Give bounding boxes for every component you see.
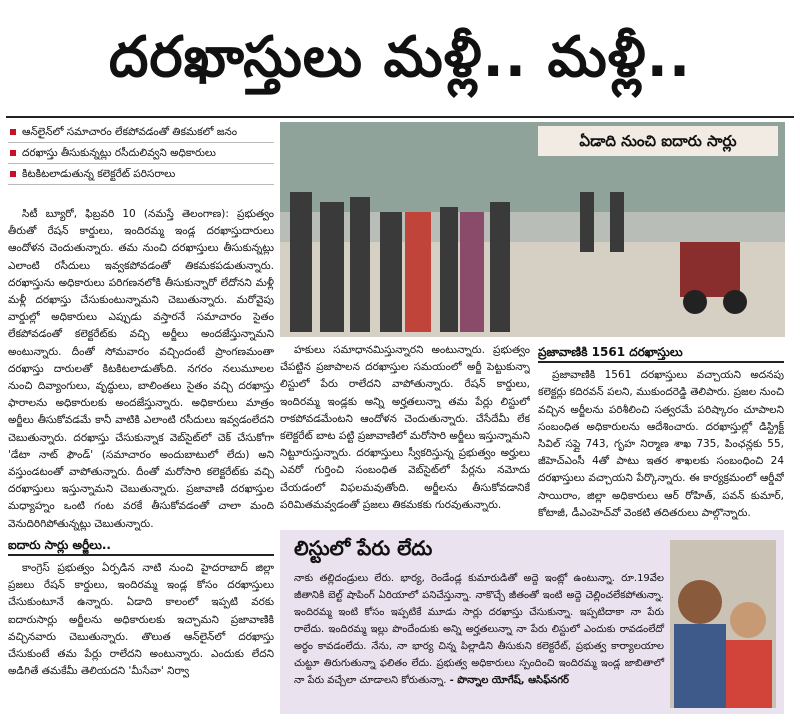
portrait-photo — [670, 540, 776, 708]
article-paragraph: ప్రజావాణికి 1561 దరఖాస్తులు వచ్చాయని అదనపు కలెక్టర్లు కదిరవన్ పలని, ముకుందరెడ్డి తెలిపారు. ప్రజల నుంచి వచ్చిన అర్జీలను పరిశీలించి సత్వరమే పరిష్కారం చూపాలని సంబంధిత అధికారులను ఆదేశించారు. దరఖాస్తుల్లో డిస్ట్రిక్ట్ సివిల్ సప్లై 743, గృహ నిర్మాణ శాఖ 735, పింఛన్లకు 55, జీహెచ్‌ఎంసీ 4తో పాటు ఇతర శాఖలకు సంబంధించి 24 దరఖాస్తులు వచ్చాయని పేర్కొన్నారు. ఈ కార్యక్రమంలో ఆర్డీవో సాయిరాం, జిల్లా అధికారులు ఆర్ రోహిత్, పవన్ కుమార్, కోటాజీ, డీఎంహెచ్‌వో వెంకటి తదితరులు పాల్గొన్నారు. — [538, 369, 784, 519]
portrait-illustration — [670, 540, 776, 708]
highlight-item: కిటకిటలాడుతున్న కలెక్టరేట్ పరిసరాలు — [8, 164, 274, 185]
photo-caption: ఏడాది నుంచి ఐదారు సార్లు — [538, 126, 778, 156]
middle-column — [280, 342, 530, 524]
left-column — [8, 206, 274, 716]
right-column — [538, 342, 784, 524]
highlight-item: ఆన్‌లైన్‌లో సమాచారం లేకపోవడంతో తికమకలో జనం — [8, 122, 274, 143]
headline: దరఖాస్తులు మళ్లీ.. మళ్లీ.. — [108, 25, 692, 90]
section-subhead: ఐదారు సార్లు అర్జీలు.. — [8, 537, 274, 556]
article-paragraph: కాంగ్రెస్ ప్రభుత్వం ఏర్పడిన నాటి నుంచి హైదరాబాద్ జిల్లా ప్రజలు రేషన్ కార్డులు, ఇందిరమ్మ ఇండ్ల కోసం దరఖాస్తులు చేసుకుంటూనే ఉన్నారు. ఏడాది కాలంలో ఇప్పటి వరకు ఐదారుసార్లు అర్జీలను అధికారులకు ఇచ్చామని ప్రజావాణికి వచ్చినవారు చెబుతున్నారు. తొలుత ఆన్‌లైన్‌లో దరఖాస్తు చేసుకుంటే తమ పేర్లు రాలేదని అంటున్నారు. ఎందుకు లేదని అడిగితే తమకేమీ తెలియదని 'మీసేవా' నిర్వా — [8, 562, 274, 678]
box-body — [294, 570, 664, 689]
box-title: లిస్టులో పేరు లేదు — [294, 536, 433, 560]
section-subhead: ప్రజావాణికి 1561 దరఖాస్తులు — [538, 344, 784, 363]
highlight-item: దరఖాస్తు తీసుకున్నట్లు రసీదులివ్వని అధికారులు — [8, 143, 274, 164]
headline-rule — [6, 116, 794, 118]
article-paragraph: హకులు సమాధానమిస్తున్నారని అంటున్నారు. ప్రభుత్వం చేపట్టిన ప్రజాపాలన దరఖాస్తుల సమయంలో అర్జీ పెట్టుకున్నా లిస్టులో పేరు రాలేదని వాపోతున్నారు. రేషన్ కార్డులు, ఇందిరమ్మ ఇండ్లకు అన్ని అర్హతలున్నా తమ పేర్లు లిస్టులో రాకపోవడమేంటని ఆందోళన చెందుతున్నారు. చేసేదేమీ లేక కలెక్టరేట్ బాట పట్టి ప్రజావాణిలో మరోసారి అర్జీలు ఇస్తున్నామని నిట్టూరుస్తున్నారు. దరఖాస్తులు స్వీకరిస్తున్న ప్రభుత్వం అర్హులు ఎవరో గుర్తించి సంబంధిత వెబ్‌సైట్‌లో పేర్లను నమోదు చేయడంలో విఫలమవుతోంది. అర్జీలను తీసుకోవడానికే పరిమితమవ్వడంతో ప్రజలు తికమకకు గురవుతున్నారు. — [280, 344, 530, 511]
testimonial-box — [280, 530, 784, 714]
highlights-list — [8, 122, 274, 185]
box-text: నాకు తల్లిదండ్రులు లేరు. భార్య, రెండేండ్ల కుమారుడితో అద్దె ఇంట్లో ఉంటున్నా. రూ.19వేల జీతానికి బెల్ట్ షాపింగ్ ఏరియాలో పనిచేస్తున్నా. నాకొచ్చే జీతంతో ఇంటి అద్దె చెల్లించలేకపోతున్నా. ఇందిరమ్మ ఇంటి కోసం ఇప్పటికే మూడు సార్లు దరఖాస్తు చేసుకున్నా. ఇప్పటిదాకా నా పేరు రాలేదు. ఇందిరమ్మ ఇల్లు పొందేందుకు అన్ని అర్హతలున్నా నా పేరు లిస్టులో ఎందుకు రావడంలేదో అర్థం కావడంలేదు. నేను, నా భార్య చిన్న పిల్లాడిని తీసుకుని కలెక్టరేట్, ప్రభుత్వ కార్యాలయాల చుట్టూ తిరుగుతున్నా ఫలితం లేదు. ప్రభుత్వ అధికారులు స్పందించి ఇందిరమ్మ ఇండ్ల జాబితాలో నా పేరు వచ్చేలా చూడాలని కోరుతున్నా. — [294, 573, 664, 686]
byline: - పొన్నాల యోగేష్, ఆసిఫ్‌నగర్ — [449, 675, 569, 686]
article-paragraph: సిటీ బ్యూరో, ఫిబ్రవరి 10 (నమస్తే తెలంగాణ): ప్రభుత్వం తీరుతో రేషన్ కార్డులు, ఇందిరమ్మ ఇండ్ల దరఖాస్తుదారులు ఆందోళన చెందుతున్నారు. తమ నుంచి దరఖాస్తులు తీసుకున్నట్లు ఎలాంటి రసీదులు ఇవ్వకపోవడంతో తికమకపడుతున్నారు. దరఖాస్తును అధికారులు పరిగణనలోకి తీసుకున్నారో లేదోనని మళ్లీ మళ్లీ దరఖాస్తు చేసుకుంటున్నామని చెబుతున్నారు. మరోవైపు వార్డుల్లో అధికారులు ఎప్పుడు వస్తారనే సమాచారం సైతం లేకపోవడంతో కలెక్టరేట్‌కు వచ్చి అర్జీలు అందజేస్తున్నామని అంటున్నారు. దీంతో సోమవారం వచ్చిందంటే ప్రాంగణమంతా దరఖాస్తు దారులతో కిటకిటలాడుతోంది. నగరం నలుమూలల నుంచి దివ్యాంగులు, వృద్ధులు, బాలింతలు సైతం వచ్చి దరఖాస్తు ఫారాలను అధికారులకు అందజేస్తున్నారు. అధికారులు మాత్రం అర్జీలు తీసుకోవడమే కానీ వాటికి ఎలాంటి రసీదులు ఇవ్వడంలేదని చెబుతున్నారు. దరఖాస్తు చేసుకున్నాక వెబ్‌సైట్‌లో చెక్ చేసుకోగా 'డేటా నాట్ ఫౌండ్' (సమాచారం అందుబాటులో లేదు) అని వస్తుండటంతో వాపోతున్నారు. దీంతో మరోసారి కలెక్టరేట్‌కు వచ్చి దరఖాస్తులు ఇస్తున్నామని చెబుతున్నారు. ప్రజావాణి దరఖాస్తుల మధ్యాహ్నం ఒంటి గంట వరకే తీసుకోవడంతో చాలా మంది వెనుదిరిగిపోతున్నట్లు చెబుతున్నారు. — [8, 208, 274, 530]
